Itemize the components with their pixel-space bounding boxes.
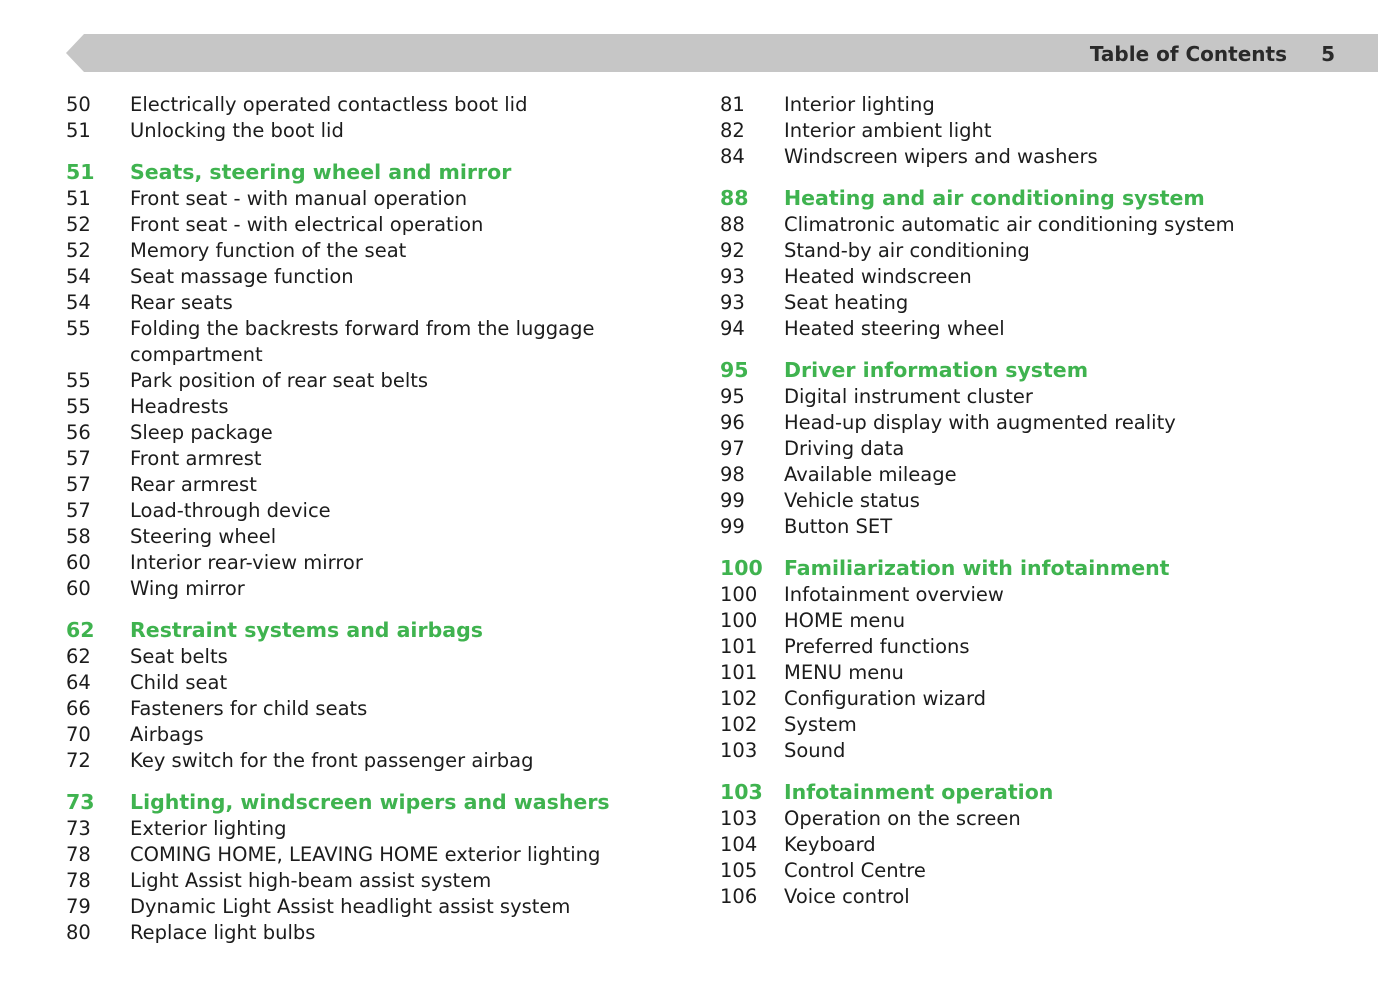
toc-entry[interactable] xyxy=(720,738,1320,764)
entry-title: Seat belts xyxy=(130,645,228,668)
section-page-number: 62 xyxy=(66,618,95,642)
entry-title: Steering wheel xyxy=(130,525,277,548)
section-page-number: 73 xyxy=(66,790,95,814)
entry-page-number: 56 xyxy=(66,421,91,444)
entry-page-number: 101 xyxy=(720,635,758,658)
toc-section xyxy=(720,778,1320,910)
toc-entry[interactable] xyxy=(720,686,1320,712)
entry-page-number: 100 xyxy=(720,583,758,606)
toc-entry[interactable] xyxy=(720,514,1320,540)
entry-page-number: 60 xyxy=(66,577,91,600)
entry-page-number: 94 xyxy=(720,317,745,340)
entry-title: Control Centre xyxy=(784,859,926,882)
entry-page-number: 82 xyxy=(720,119,745,142)
entry-page-number: 58 xyxy=(66,525,91,548)
entry-page-number: 93 xyxy=(720,291,745,314)
toc-entry[interactable] xyxy=(720,858,1320,884)
entry-page-number: 73 xyxy=(66,817,91,840)
toc-entry[interactable] xyxy=(720,436,1320,462)
entry-page-number: 57 xyxy=(66,499,91,522)
entry-page-number: 92 xyxy=(720,239,745,262)
entry-page-number: 64 xyxy=(66,671,91,694)
toc-section xyxy=(720,356,1320,540)
toc-entry[interactable] xyxy=(66,498,646,524)
entry-page-number: 52 xyxy=(66,213,91,236)
entry-page-number: 81 xyxy=(720,93,745,116)
entry-title: Wing mirror xyxy=(130,577,245,600)
toc-left-column xyxy=(66,92,646,960)
section-title: Heating and air conditioning system xyxy=(784,186,1205,210)
entry-title: Folding the backrests forward from the luggage compartment xyxy=(130,317,595,366)
entry-page-number: 93 xyxy=(720,265,745,288)
section-title: Driver information system xyxy=(784,358,1089,382)
toc-entry[interactable] xyxy=(720,212,1320,238)
entry-title: System xyxy=(784,713,857,736)
entry-title: Key switch for the front passenger airbag xyxy=(130,749,534,772)
section-page-number: 88 xyxy=(720,186,749,210)
toc-entry[interactable] xyxy=(66,186,646,212)
toc-entry[interactable] xyxy=(66,576,646,602)
section-title: Infotainment operation xyxy=(784,780,1054,804)
page-number: 5 xyxy=(1321,42,1335,66)
entry-page-number: 79 xyxy=(66,895,91,918)
toc-entry[interactable] xyxy=(66,550,646,576)
section-page-number: 51 xyxy=(66,160,95,184)
toc-section xyxy=(720,184,1320,342)
entry-page-number: 106 xyxy=(720,885,758,908)
toc-entry[interactable] xyxy=(66,420,646,446)
toc-entry[interactable] xyxy=(66,748,646,774)
section-title: Lighting, windscreen wipers and washers xyxy=(130,790,610,814)
toc-entry[interactable] xyxy=(720,410,1320,436)
toc-entry[interactable] xyxy=(720,832,1320,858)
toc-entry[interactable] xyxy=(720,144,1320,170)
entry-title: MENU menu xyxy=(784,661,904,684)
section-page-number: 103 xyxy=(720,780,763,804)
toc-section xyxy=(66,158,646,602)
entry-title: Load-through device xyxy=(130,499,331,522)
entry-title: Button SET xyxy=(784,515,893,538)
entry-page-number: 57 xyxy=(66,473,91,496)
toc-entry[interactable] xyxy=(720,290,1320,316)
entry-title: Headrests xyxy=(130,395,229,418)
toc-entry[interactable] xyxy=(66,290,646,316)
entry-title: Memory function of the seat xyxy=(130,239,407,262)
toc-entry[interactable] xyxy=(66,92,646,118)
toc-entry[interactable] xyxy=(720,634,1320,660)
entry-page-number: 99 xyxy=(720,515,745,538)
entry-page-number: 97 xyxy=(720,437,745,460)
entry-title: Electrically operated contactless boot lid xyxy=(130,93,528,116)
toc-entry[interactable] xyxy=(66,696,646,722)
toc-entry[interactable] xyxy=(66,670,646,696)
entry-title: Exterior lighting xyxy=(130,817,287,840)
toc-entry[interactable] xyxy=(66,524,646,550)
entry-title: Airbags xyxy=(130,723,204,746)
toc-entry[interactable] xyxy=(720,462,1320,488)
entry-title: Park position of rear seat belts xyxy=(130,369,429,392)
toc-entry[interactable] xyxy=(66,446,646,472)
entry-title: Interior ambient light xyxy=(784,119,992,142)
entry-title: Front armrest xyxy=(130,447,262,470)
toc-entry[interactable] xyxy=(720,264,1320,290)
entry-page-number: 66 xyxy=(66,697,91,720)
entry-title: Unlocking the boot lid xyxy=(130,119,344,142)
toc-entry[interactable] xyxy=(720,118,1320,144)
entry-page-number: 54 xyxy=(66,291,91,314)
entry-page-number: 96 xyxy=(720,411,745,434)
entry-title: Seat massage function xyxy=(130,265,354,288)
toc-section-heading[interactable] xyxy=(720,554,1320,582)
toc-entry[interactable] xyxy=(720,608,1320,634)
section-title: Seats, steering wheel and mirror xyxy=(130,160,512,184)
toc-entry[interactable] xyxy=(66,316,646,368)
entry-title: Digital instrument cluster xyxy=(784,385,1033,408)
entry-title: Stand-by air conditioning xyxy=(784,239,1030,262)
entry-page-number: 50 xyxy=(66,93,91,116)
toc-entry[interactable] xyxy=(720,660,1320,686)
entry-page-number: 60 xyxy=(66,551,91,574)
toc-entry[interactable] xyxy=(720,712,1320,738)
entry-page-number: 62 xyxy=(66,645,91,668)
entry-page-number: 95 xyxy=(720,385,745,408)
entry-title: Climatronic automatic air conditioning system xyxy=(784,213,1235,236)
toc-entry[interactable] xyxy=(720,238,1320,264)
toc-right-column xyxy=(720,92,1320,924)
toc-entry[interactable] xyxy=(66,722,646,748)
toc-entry[interactable] xyxy=(66,644,646,670)
entry-title: Seat heating xyxy=(784,291,909,314)
entry-title: Child seat xyxy=(130,671,228,694)
entry-page-number: 78 xyxy=(66,869,91,892)
entry-title: Operation on the screen xyxy=(784,807,1021,830)
entry-page-number: 70 xyxy=(66,723,91,746)
entry-page-number: 102 xyxy=(720,687,758,710)
entry-page-number: 103 xyxy=(720,739,758,762)
toc-entry[interactable] xyxy=(66,842,646,868)
toc-section-heading[interactable] xyxy=(720,778,1320,806)
entry-page-number: 84 xyxy=(720,145,745,168)
toc-entry[interactable] xyxy=(720,92,1320,118)
entry-title: Dynamic Light Assist headlight assist system xyxy=(130,895,571,918)
entry-page-number: 80 xyxy=(66,921,91,944)
entry-title: Front seat - with manual operation xyxy=(130,187,468,210)
entry-page-number: 57 xyxy=(66,447,91,470)
entry-title: Interior lighting xyxy=(784,93,935,116)
toc-section-heading[interactable] xyxy=(720,184,1320,212)
toc-entry[interactable] xyxy=(66,368,646,394)
entry-title: Front seat - with electrical operation xyxy=(130,213,484,236)
entry-title: HOME menu xyxy=(784,609,906,632)
section-page-number: 100 xyxy=(720,556,763,580)
toc-entry[interactable] xyxy=(66,264,646,290)
entry-title: Voice control xyxy=(784,885,910,908)
entry-title: Infotainment overview xyxy=(784,583,1004,606)
entry-title: Configuration wizard xyxy=(784,687,987,710)
entry-page-number: 100 xyxy=(720,609,758,632)
toc-entry[interactable] xyxy=(66,472,646,498)
entry-title: Heated windscreen xyxy=(784,265,972,288)
entry-title: Light Assist high-beam assist system xyxy=(130,869,492,892)
entry-page-number: 104 xyxy=(720,833,758,856)
toc-entry[interactable] xyxy=(66,868,646,894)
toc-entry[interactable] xyxy=(66,816,646,842)
entry-page-number: 88 xyxy=(720,213,745,236)
toc-section xyxy=(66,788,646,946)
toc-section-heading[interactable] xyxy=(66,788,646,816)
toc-entry[interactable] xyxy=(720,806,1320,832)
toc-entry[interactable] xyxy=(720,884,1320,910)
entry-page-number: 105 xyxy=(720,859,758,882)
entry-title: Windscreen wipers and washers xyxy=(784,145,1098,168)
entry-page-number: 103 xyxy=(720,807,758,830)
entry-title: COMING HOME, LEAVING HOME exterior lighting xyxy=(130,843,601,866)
entry-page-number: 52 xyxy=(66,239,91,262)
entry-page-number: 55 xyxy=(66,369,91,392)
entry-page-number: 101 xyxy=(720,661,758,684)
entry-page-number: 102 xyxy=(720,713,758,736)
entry-page-number: 78 xyxy=(66,843,91,866)
toc-section-heading[interactable] xyxy=(720,356,1320,384)
entry-page-number: 55 xyxy=(66,395,91,418)
entry-page-number: 54 xyxy=(66,265,91,288)
entry-title: Sleep package xyxy=(130,421,273,444)
toc-entry[interactable] xyxy=(720,384,1320,410)
toc-entry[interactable] xyxy=(66,212,646,238)
toc-entry[interactable] xyxy=(720,316,1320,342)
entry-title: Head-up display with augmented reality xyxy=(784,411,1176,434)
toc-entry[interactable] xyxy=(66,238,646,264)
entry-title: Driving data xyxy=(784,437,905,460)
entry-title: Sound xyxy=(784,739,846,762)
entry-title: Fasteners for child seats xyxy=(130,697,368,720)
toc-section xyxy=(66,92,646,144)
page-title: Table of Contents xyxy=(1089,42,1287,66)
toc-entry[interactable] xyxy=(66,394,646,420)
section-page-number: 95 xyxy=(720,358,749,382)
toc-section-heading[interactable] xyxy=(66,616,646,644)
entry-title: Heated steering wheel xyxy=(784,317,1005,340)
entry-title: Interior rear-view mirror xyxy=(130,551,363,574)
entry-page-number: 98 xyxy=(720,463,745,486)
entry-page-number: 51 xyxy=(66,119,91,142)
entry-page-number: 51 xyxy=(66,187,91,210)
toc-entry[interactable] xyxy=(720,582,1320,608)
toc-entry[interactable] xyxy=(66,118,646,144)
toc-entry[interactable] xyxy=(66,894,646,920)
toc-section xyxy=(720,554,1320,764)
entry-title: Vehicle status xyxy=(784,489,920,512)
toc-section xyxy=(66,616,646,774)
entry-title: Rear seats xyxy=(130,291,233,314)
entry-title: Available mileage xyxy=(784,463,957,486)
toc-entry[interactable] xyxy=(720,488,1320,514)
toc-entry[interactable] xyxy=(66,920,646,946)
entry-title: Rear armrest xyxy=(130,473,257,496)
entry-page-number: 55 xyxy=(66,317,91,340)
entry-title: Preferred functions xyxy=(784,635,970,658)
entry-title: Keyboard xyxy=(784,833,876,856)
toc-section-heading[interactable] xyxy=(66,158,646,186)
entry-page-number: 99 xyxy=(720,489,745,512)
entry-title: Replace light bulbs xyxy=(130,921,316,944)
entry-page-number: 72 xyxy=(66,749,91,772)
section-title: Restraint systems and airbags xyxy=(130,618,483,642)
section-title: Familiarization with infotainment xyxy=(784,556,1170,580)
toc-section xyxy=(720,92,1320,170)
